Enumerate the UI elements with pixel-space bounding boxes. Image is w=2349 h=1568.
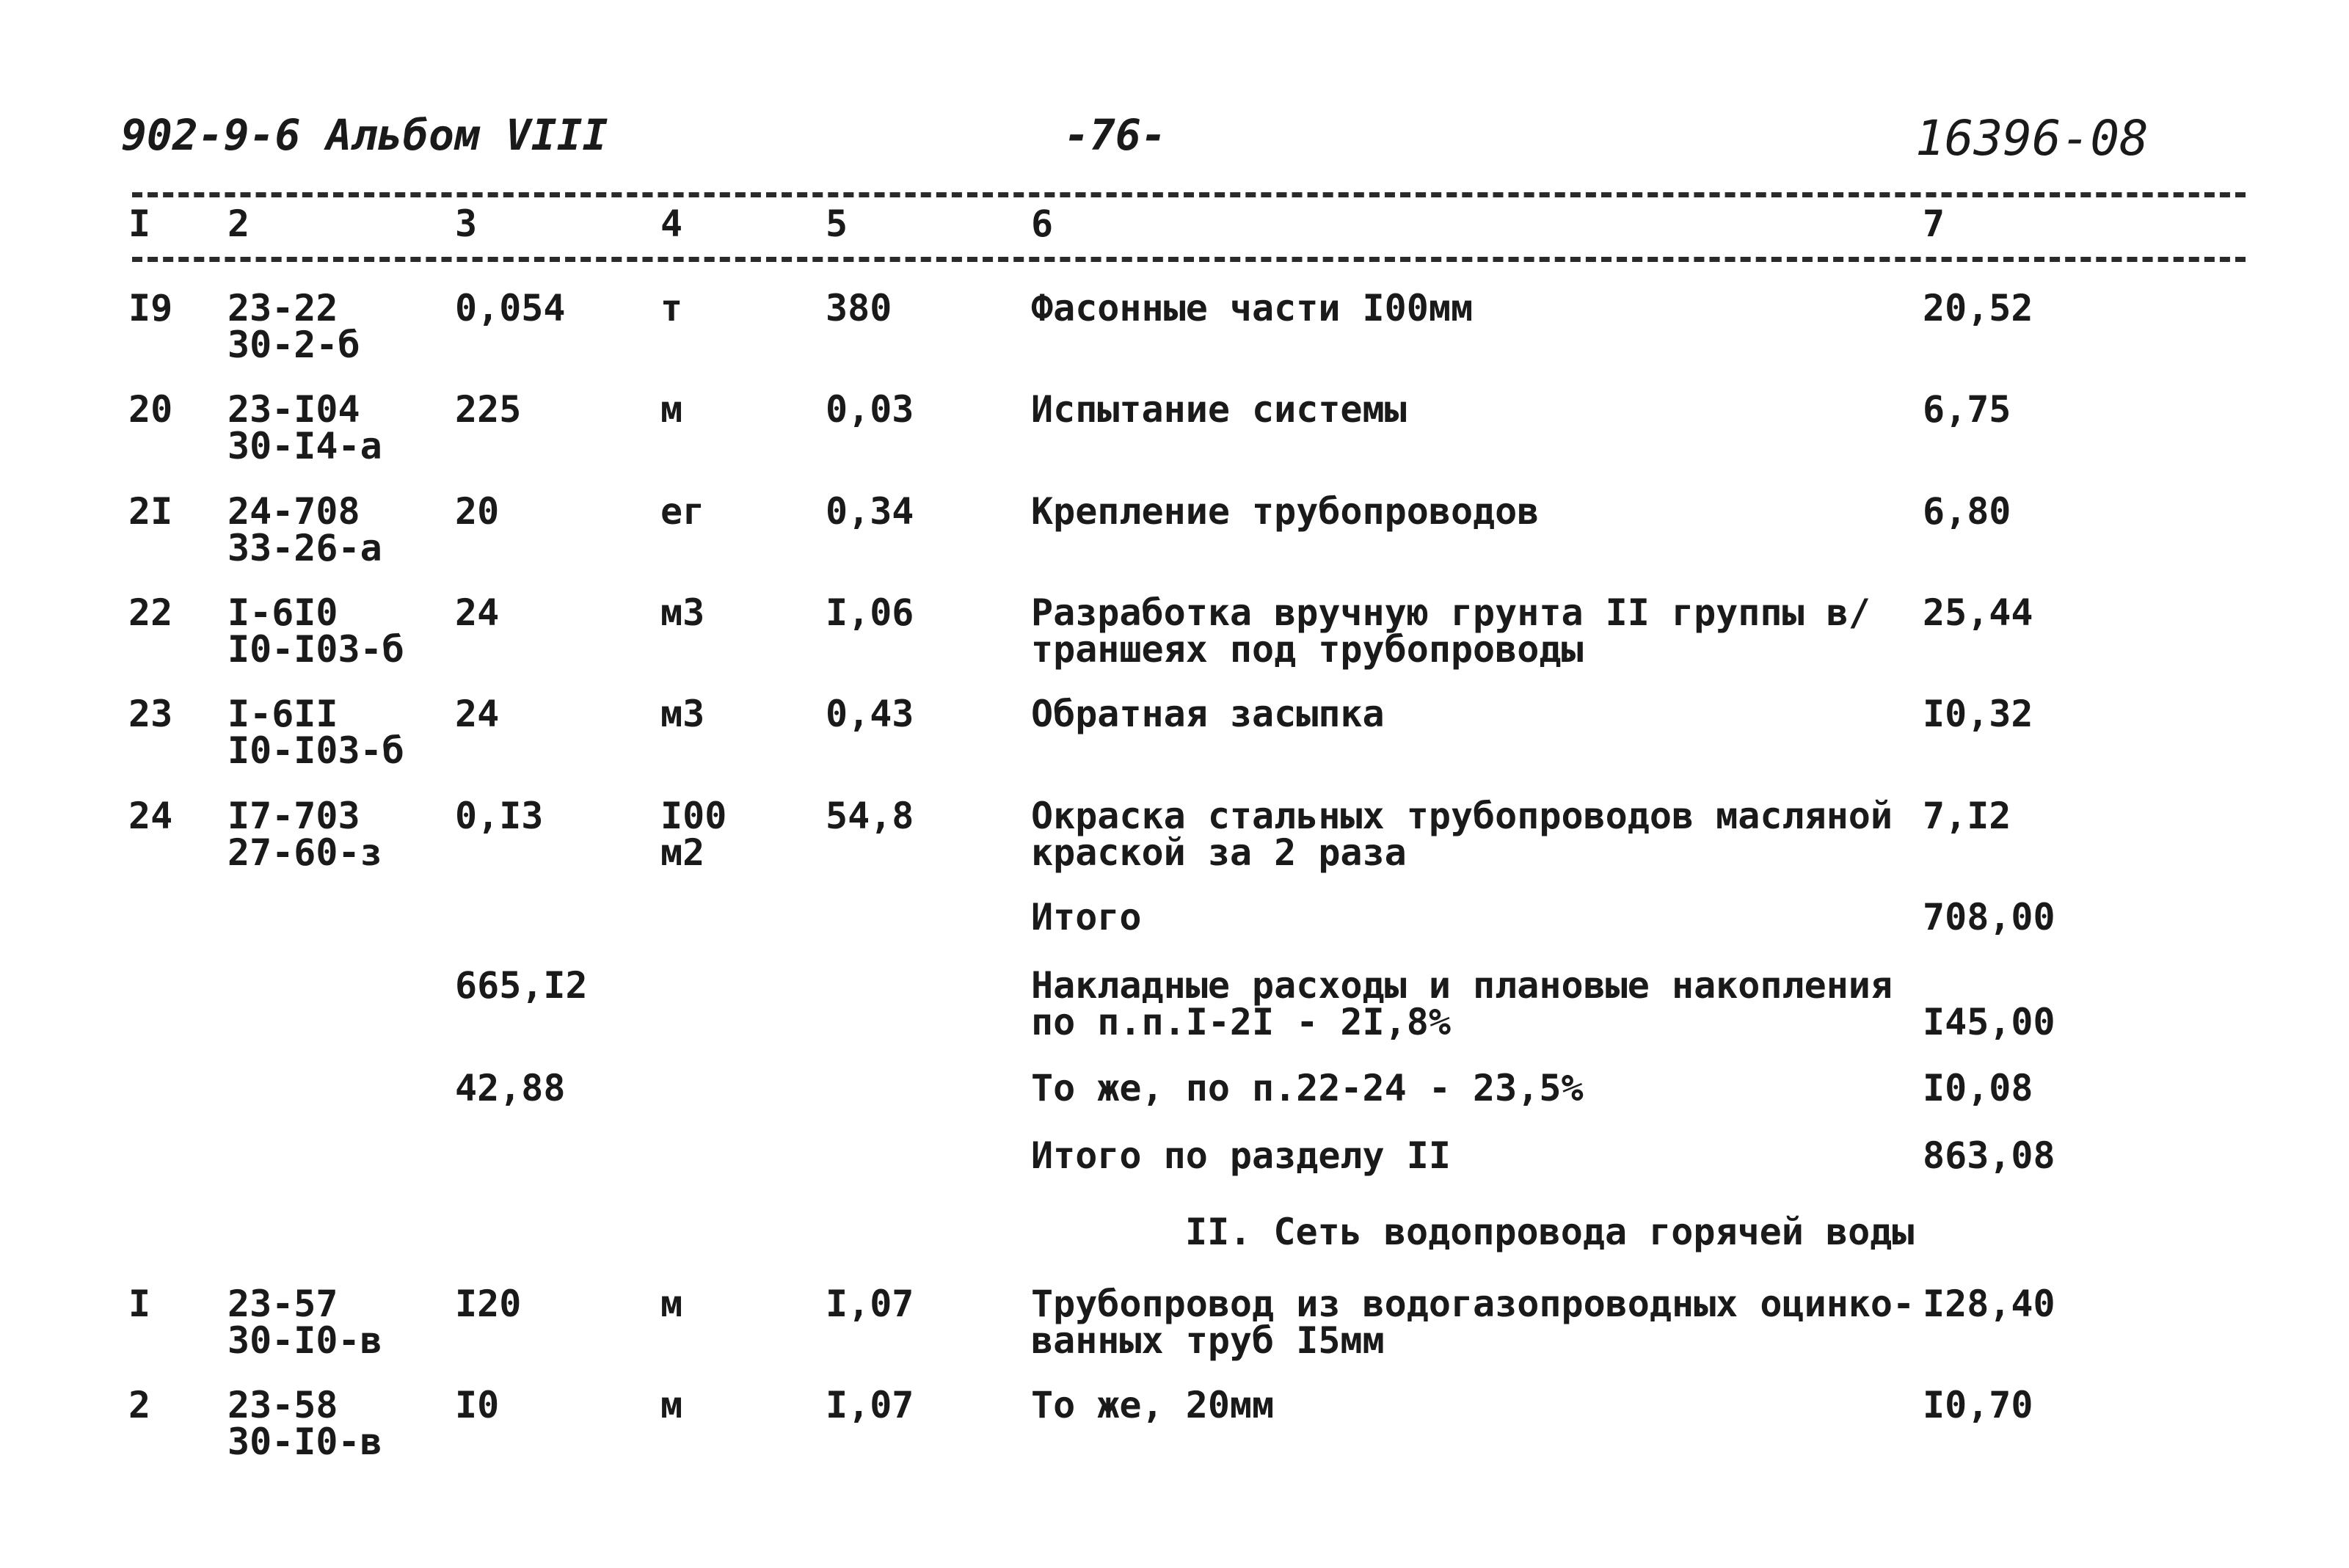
sheet-number: 16396-08: [1915, 110, 2149, 167]
total: I0,32: [1923, 693, 2033, 735]
overhead-base: 665,I2: [455, 964, 588, 1007]
description: Крепление трубопроводов: [1031, 490, 1540, 533]
column-header: I: [128, 203, 151, 245]
unit-price: 0,43: [826, 693, 914, 735]
document-code: 902-9-6 Альбом VIII: [121, 110, 608, 160]
section-total-label: Итого по разделу II: [1031, 1134, 1451, 1177]
overhead-label-2: То же, по п.22-24 - 23,5%: [1031, 1067, 1584, 1109]
quantity: 24: [455, 693, 500, 735]
description: Испытание системы: [1031, 388, 1407, 431]
quantity: 0,054: [455, 287, 566, 329]
rate-code: I-6I0 I0-I03-б: [227, 591, 404, 671]
rate-code: 23-58 30-I0-в: [227, 1384, 382, 1463]
total: 20,52: [1923, 287, 2033, 329]
description: Окраска стальных трубопроводов масляной краской за 2 раза: [1031, 795, 1893, 874]
rate-code: 23-I04 30-I4-а: [227, 388, 382, 467]
unit-price: I,06: [826, 591, 914, 634]
unit: м: [660, 1384, 683, 1426]
row-number: 24: [128, 795, 173, 837]
description: Разработка вручную грунта II группы в/ траншеях под трубопроводы: [1031, 591, 1871, 671]
unit-price: I,07: [826, 1283, 914, 1325]
rate-code: 23-57 30-I0-в: [227, 1283, 382, 1362]
unit-price: 0,34: [826, 490, 914, 533]
subtotal-label: Итого: [1031, 896, 1142, 938]
unit: ег: [660, 490, 705, 533]
quantity: I0: [455, 1384, 500, 1426]
unit: I00 м2: [660, 795, 727, 874]
table-top-rule: [132, 192, 2246, 197]
column-header: 7: [1923, 203, 1945, 245]
total: I28,40: [1923, 1283, 2055, 1325]
quantity: 0,I3: [455, 795, 544, 837]
unit-price: 0,03: [826, 388, 914, 431]
unit-price: I,07: [826, 1384, 914, 1426]
column-header: 6: [1031, 203, 1054, 245]
rate-code: I-6II I0-I03-б: [227, 693, 404, 772]
column-header: 2: [227, 203, 250, 245]
total: I0,70: [1923, 1384, 2033, 1426]
total: 6,75: [1923, 388, 2011, 431]
section-heading: II. Сеть водопровода горячей воды: [1185, 1211, 1915, 1253]
overhead-label: Накладные расходы и плановые накопления по п.п.I-2I - 2I,8%: [1031, 964, 1893, 1043]
unit-price: 54,8: [826, 795, 914, 837]
description: То же, 20мм: [1031, 1384, 1275, 1426]
page-number: -76-: [1064, 110, 1167, 160]
description: Фасонные части I00мм: [1031, 287, 1474, 329]
total: 25,44: [1923, 591, 2033, 634]
rate-code: 23-22 30-2-б: [227, 287, 360, 366]
row-number: 22: [128, 591, 173, 634]
overhead-base-2: 42,88: [455, 1067, 566, 1109]
row-number: I9: [128, 287, 173, 329]
unit: м3: [660, 591, 705, 634]
quantity: 225: [455, 388, 522, 431]
description: Обратная засыпка: [1031, 693, 1385, 735]
row-number: 2I: [128, 490, 173, 533]
subtotal-value: 708,00: [1923, 896, 2055, 938]
total: 6,80: [1923, 490, 2011, 533]
section-total-value: 863,08: [1923, 1134, 2055, 1177]
unit-price: 380: [826, 287, 892, 329]
unit: т: [660, 287, 683, 329]
overhead-value-2: I0,08: [1923, 1067, 2033, 1109]
table-header-rule: [132, 257, 2246, 262]
unit: м: [660, 388, 683, 431]
row-number: 23: [128, 693, 173, 735]
row-number: 2: [128, 1384, 151, 1426]
quantity: I20: [455, 1283, 522, 1325]
quantity: 24: [455, 591, 500, 634]
unit: м3: [660, 693, 705, 735]
overhead-value: I45,00: [1923, 1001, 2055, 1043]
rate-code: 24-708 33-26-а: [227, 490, 382, 569]
quantity: 20: [455, 490, 500, 533]
total: 7,I2: [1923, 795, 2011, 837]
column-header: 3: [455, 203, 478, 245]
description: Трубопровод из водогазопроводных оцинко- ванных труб I5мм: [1031, 1283, 1915, 1362]
rate-code: I7-703 27-60-з: [227, 795, 382, 874]
unit: м: [660, 1283, 683, 1325]
column-header: 5: [826, 203, 848, 245]
column-header: 4: [660, 203, 683, 245]
row-number: 20: [128, 388, 173, 431]
row-number: I: [128, 1283, 151, 1325]
